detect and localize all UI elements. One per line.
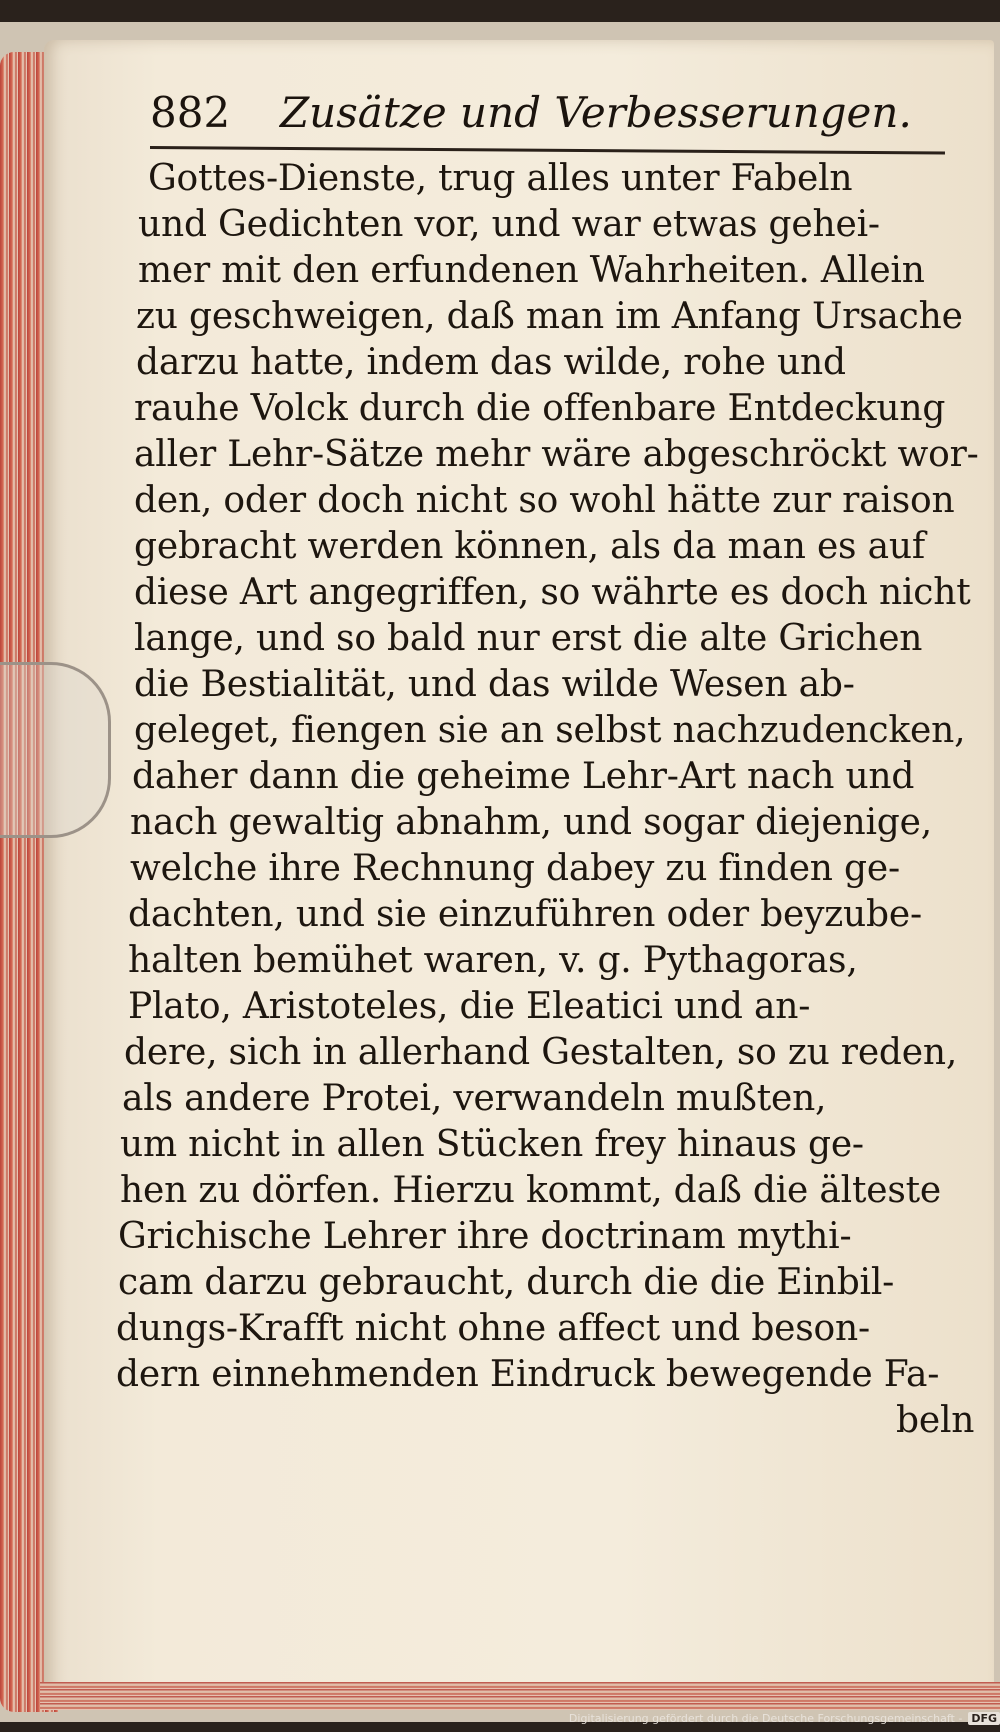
- text-line: dungs-Krafft nicht ohne affect und beson-: [116, 1308, 870, 1349]
- digitization-credit: [560, 1712, 1000, 1730]
- page-bottom-edges: [40, 1682, 1000, 1710]
- text-line: zu geschweigen, daß man im Anfang Ursache: [136, 296, 963, 337]
- text-line: daher dann die geheime Lehr-Art nach und: [132, 756, 915, 797]
- text-line: und Gedichten vor, und war etwas gehei-: [138, 204, 880, 245]
- text-line: dere, sich in allerhand Gestalten, so zu reden,: [124, 1032, 958, 1073]
- text-line: diese Art angegriffen, so währte es doch nicht: [134, 572, 971, 613]
- text-line: halten bemühet waren, v. g. Pythagoras,: [128, 940, 858, 981]
- text-line: mer mit den erfundenen Wahrheiten. Allein: [138, 250, 925, 291]
- text-line: rauhe Volck durch die offenbare Entdeckung: [134, 388, 946, 429]
- text-line: lange, und so bald nur erst die alte Grichen: [134, 618, 923, 659]
- page-clip: [0, 662, 111, 838]
- text-line: hen zu dörfen. Hierzu kommt, daß die älteste: [120, 1170, 941, 1211]
- running-title: Zusätze und Verbesserungen.: [280, 88, 912, 137]
- text-line: nach gewaltig abnahm, und sogar diejenige,: [130, 802, 933, 843]
- dfg-logo: DFG: [968, 1712, 1000, 1725]
- running-head: [150, 82, 910, 142]
- text-line: beln: [896, 1400, 975, 1441]
- text-line: aller Lehr-Sätze mehr wäre abgeschröckt wor-: [134, 434, 979, 475]
- text-line: Grichische Lehrer ihre doctrinam mythi-: [118, 1216, 852, 1257]
- text-line: dern einnehmenden Eindruck bewegende Fa-: [116, 1354, 940, 1395]
- text-line: als andere Protei, verwandeln mußten,: [122, 1078, 827, 1119]
- text-line: darzu hatte, indem das wilde, rohe und: [136, 342, 846, 383]
- text-line: die Bestialität, und das wilde Wesen ab-: [134, 664, 855, 705]
- text-line: welche ihre Rechnung dabey zu finden ge-: [130, 848, 900, 889]
- text-line: um nicht in allen Stücken frey hinaus ge-: [120, 1124, 864, 1165]
- text-line: cam darzu gebraucht, durch die die Einbil-: [118, 1262, 895, 1303]
- text-line: Plato, Aristoteles, die Eleatici und an-: [128, 986, 811, 1027]
- text-line: Gottes-Dienste, trug alles unter Fabeln: [148, 158, 853, 199]
- page-number: 882: [150, 88, 231, 137]
- credit-text: Digitalisierung gefördert durch die Deutsche Forschungsgemeinschaft -: [568, 1712, 963, 1725]
- text-line: geleget, fiengen sie an selbst nachzudencken,: [134, 710, 966, 751]
- text-line: gebracht werden können, als da man es auf: [134, 526, 925, 567]
- text-line: den, oder doch nicht so wohl hätte zur raison: [134, 480, 955, 521]
- text-line: dachten, und sie einzuführen oder beyzube-: [128, 894, 922, 935]
